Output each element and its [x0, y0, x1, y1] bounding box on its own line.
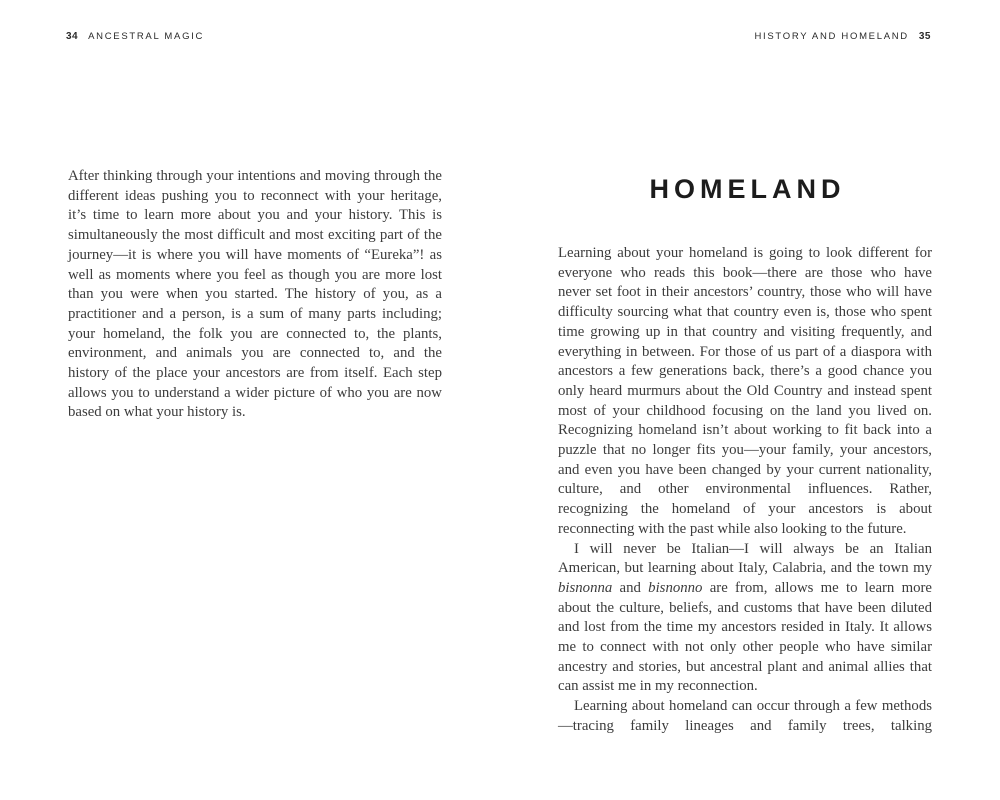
left-header-title: ANCESTRAL MAGIC	[88, 31, 205, 42]
right-page-text	[558, 244, 932, 737]
paragraph	[558, 697, 932, 736]
body-text: I will never be Italian—I will always be an Italian American, but learning about Italy, Calabria, and the town my	[558, 540, 932, 577]
italic-text: bisnonna	[558, 579, 613, 596]
left-page-number: 34	[66, 31, 79, 42]
body-text: and	[612, 579, 649, 596]
italic-text: bisnonno	[648, 579, 703, 596]
paragraph	[558, 244, 932, 540]
body-text: After thinking through your intentions and moving through the different ideas pushing you to reconnect with your heritage, it’s time to learn more about you and your history. This is simultaneously the most difficult and most exciting part of the journey—it is where you will have moments of “Eureka”! as well as moments where you feel as though you are more lost than you were when you started. The history of you, as a practitioner and a person, is a sum of many parts including; your homeland, the folk you are connected to, the plants, environment, and animals you are connected to, and the history of the place your ancestors are from itself. Each step allows you to understand a wider picture of who you are now based on what your history is.	[68, 168, 442, 421]
left-running-header	[66, 31, 204, 42]
left-page-text	[68, 167, 442, 423]
paragraph	[558, 540, 932, 698]
chapter-title: HOMELAND	[649, 174, 846, 205]
right-page-number: 35	[918, 31, 931, 42]
body-text: Learning about your homeland is going to look different for everyone who reads this book—there are those who have never set foot in their ancestors’ country, those who will have difficulty sourcing what that country even is, those who spent time growing up in that country and visiting frequently, and everything in between. For those of us part of a diaspora with ancestors a few generations back, there’s a good chance you only heard murmurs about the Old Country and instead spent most of your childhood focusing on the land you lived on. Recognizing homeland isn’t about working to fit back into a puzzle that no longer fits you—your family, your ancestors, and even you have been changed by your current nationality, culture, and other environmental influences. Rather, recognizing the homeland of your ancestors is about reconnecting with the past while also looking to the future.	[558, 245, 932, 537]
right-running-header	[755, 31, 932, 42]
paragraph	[68, 167, 442, 423]
body-text: are from, allows me to learn more about the culture, beliefs, and customs that have been diluted and lost from the time my ancestors resided in Italy. It allows me to connect with not only other people who have similar ancestry and stories, but ancestral plant and animal allies that can assist me in my reconnection.	[558, 579, 933, 695]
body-text: Learning about homeland can occur through a few methods—tracing family lineages and family trees, talking	[558, 698, 932, 734]
right-header-title: HISTORY AND HOMELAND	[754, 31, 909, 42]
